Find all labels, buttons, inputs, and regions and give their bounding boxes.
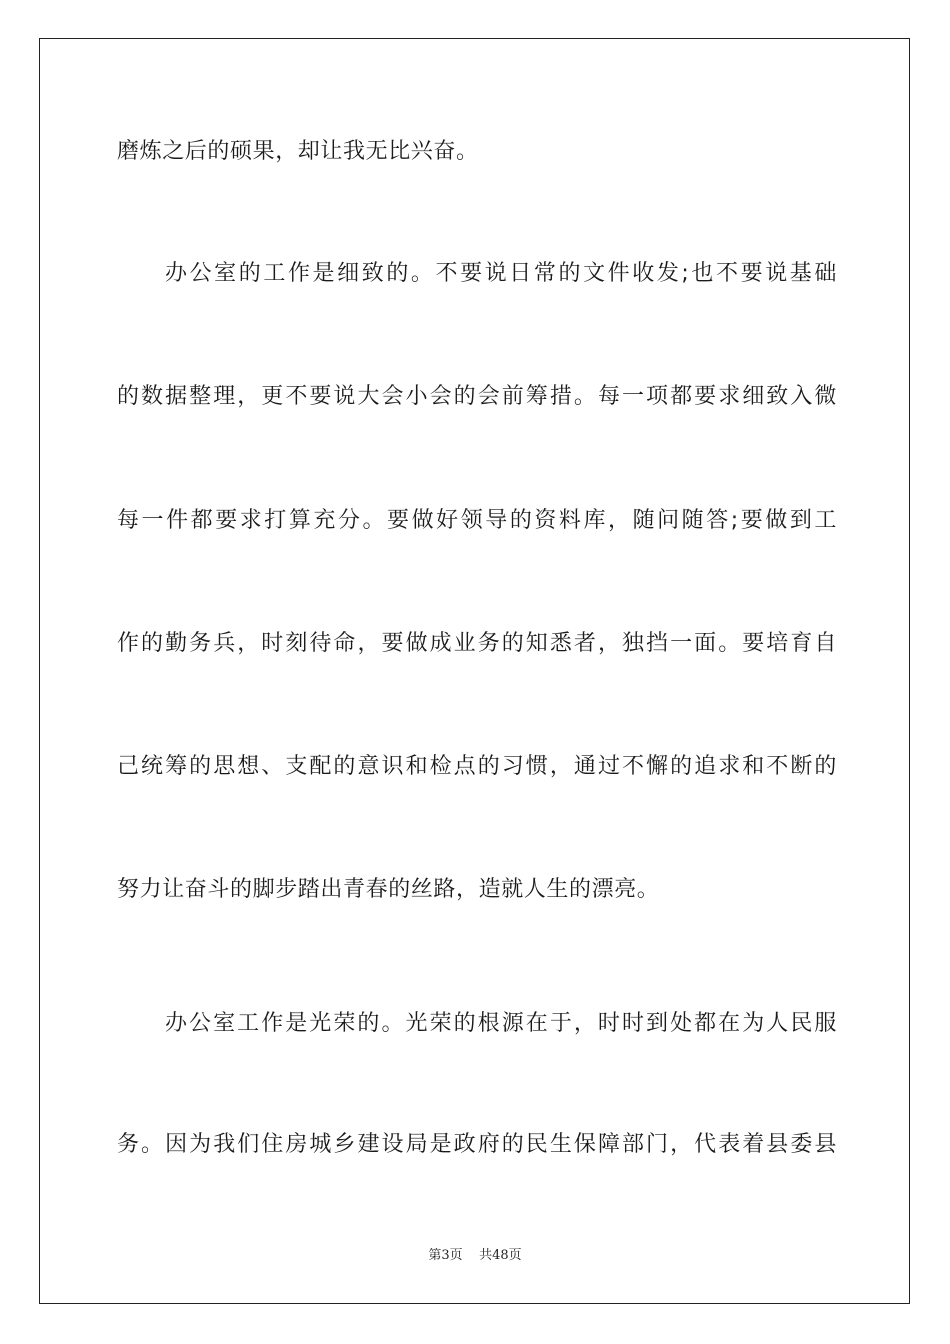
- text-line-1: 磨炼之后的硕果，却让我无比兴奋。: [117, 139, 479, 164]
- page-number: 第3页: [428, 1248, 463, 1263]
- text-line-9: 务。因为我们住房城乡建设局是政府的民生保障部门，代表着县委县: [117, 1132, 837, 1157]
- text-line-8: 办公室工作是光荣的。光荣的根源在于，时时到处都在为人民服: [165, 1011, 837, 1036]
- text-line-5: 作的勤务兵，时刻待命，要做成业务的知悉者，独挡一面。要培育自: [117, 631, 837, 656]
- text-line-2: 办公室的工作是细致的。不要说日常的文件收发;也不要说基础: [165, 261, 837, 286]
- text-line-3: 的数据整理，更不要说大会小会的会前筹措。每一项都要求细致入微: [117, 384, 837, 409]
- page-border: [39, 38, 910, 1304]
- text-line-7: 努力让奋斗的脚步踏出青春的丝路，造就人生的漂亮。: [117, 877, 660, 902]
- text-line-4: 每一件都要求打算充分。要做好领导的资料库，随问随答;要做到工: [117, 508, 837, 533]
- page-footer: [0, 1247, 950, 1265]
- total-pages: 共48页: [479, 1248, 522, 1263]
- text-line-6: 己统筹的思想、支配的意识和检点的习惯，通过不懈的追求和不断的: [117, 754, 837, 779]
